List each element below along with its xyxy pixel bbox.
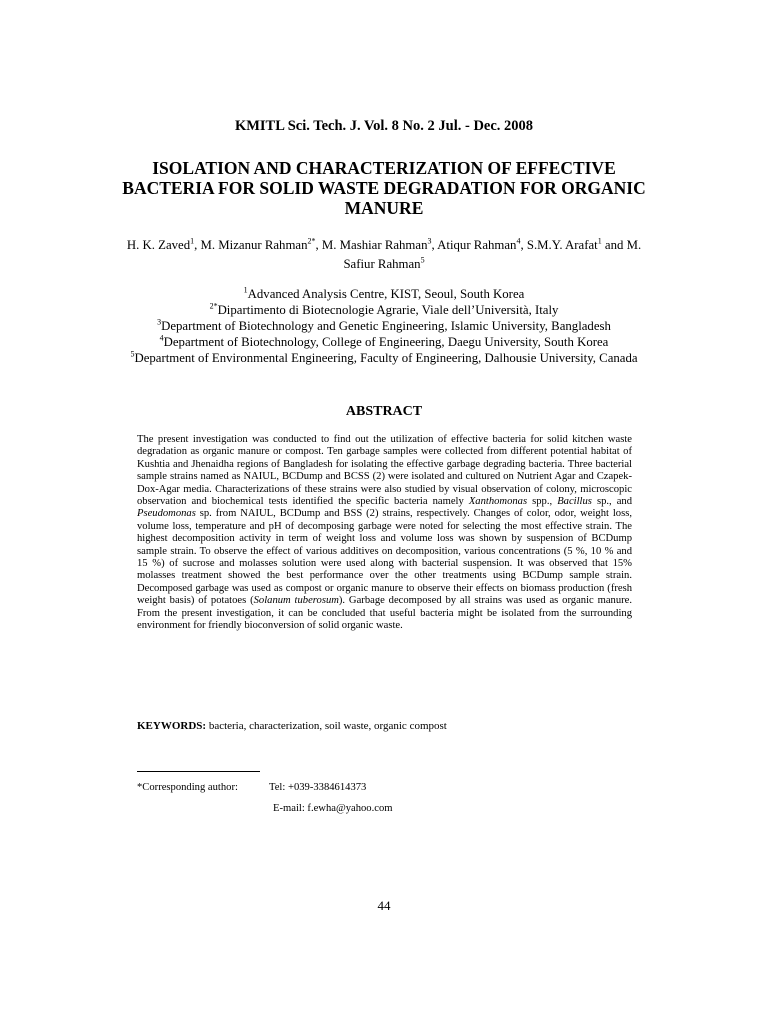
abstract-text: sp. from NAIUL, BCDump and BSS (2) strains, respectively. Changes of color, odor, weight loss, volume loss, temperature and pH of decomposing garbage were noted for selecting the most effective strain. The highest decomposition activity in term of weight loss and volume loss was shown by suspension of BCDump sample strain. To observe the effect of various additives on decomposition, various concentrations (5 %, 10 % and 15 %) of sucrose and molasses solution were used along with bacterial suspension. It was observed that 15% molasses treatment showed the best performance over the other treatments using BCDump sample strain. Decomposed garbage was used as compost or organic manure to observe their effects on biomass production (fresh weight basis) of potatoes ( — [137, 508, 632, 607]
species-name: Bacillus — [557, 496, 592, 508]
corresponding-author-label: *Corresponding author: — [137, 782, 238, 793]
abstract-body — [137, 434, 632, 633]
corresponding-email: E-mail: f.ewha@yahoo.com — [273, 803, 393, 814]
abstract-text: The present investigation was conducted to find out the utilization of effective bacteria for solid kitchen waste degradation as organic manure or compost. Ten garbage samples were collected from different potential habitat of Kushtia and Jhenaidha regions of Bangladesh for isolating the effective garbage degrading bacteria. Three bacterial sample strains named as NAIUL, BCDump and BCSS (2) were isolated and cultured on Nutrient Agar and Czapek-Dox-Agar media. Characterizations of these strains were also studied by visual observation of colony, microscopic observation and biochemical tests identified the specific bacteria namely — [137, 434, 632, 508]
corresponding-tel: Tel: +039-3384614373 — [269, 782, 367, 793]
affiliation-line — [100, 350, 668, 366]
keywords-line — [137, 720, 632, 732]
abstract-text: spp., — [527, 496, 558, 508]
affiliation-text: Department of Environmental Engineering, Faculty of Engineering, Dalhousie University, Canada — [134, 351, 638, 365]
abstract-text: sp., and — [591, 496, 633, 508]
footnote-rule — [137, 771, 260, 772]
author-affiliation-mark: 3 — [427, 236, 432, 246]
affiliation-line — [100, 334, 668, 350]
affiliation-text: Dipartimento di Biotecnologie Agrarie, Viale dell’Università, Italy — [217, 303, 559, 317]
affiliation-mark: 2* — [209, 301, 218, 311]
abstract-heading: ABSTRACT — [345, 404, 423, 419]
species-name: Solanum tuberosum — [253, 595, 339, 607]
author-affiliation-mark: 4 — [516, 236, 521, 246]
author-affiliation-mark: 1 — [190, 236, 195, 246]
affiliation-mark: 4 — [159, 333, 164, 343]
author-name: M. Mashiar Rahman — [321, 238, 428, 252]
affiliation-text: Department of Biotechnology, College of Engineering, Daegu University, South Korea — [163, 335, 609, 349]
keywords-label: KEYWORDS: — [137, 720, 207, 732]
keywords-text: bacteria, characterization, soil waste, organic compost — [206, 720, 447, 732]
author-list: H. K. Zaved$^1$, M. Mizanur Rahman$^{2*}$, M. Mashiar Rahman$^3$, Atiqur Rahman$^4$, S.M.Y. Arafat$^1$ and M. Safiur Rahman$^5$ — [126, 236, 642, 271]
paper-title: ISOLATION AND CHARACTERIZATION OF EFFECTIVE BACTERIA FOR SOLID WASTE DEGRADATION FOR ORGANIC MANURE — [122, 158, 646, 218]
affiliation-list — [100, 286, 668, 366]
affiliation-mark: 5 — [130, 349, 135, 359]
affiliation-text: Advanced Analysis Centre, KIST, Seoul, South Korea — [247, 287, 525, 301]
affiliation-line — [100, 302, 668, 318]
author-name: H. K. Zaved — [126, 238, 191, 252]
author-name: Atiqur Rahman — [437, 238, 517, 252]
affiliation-mark: 1 — [243, 285, 248, 295]
affiliation-mark: 3 — [157, 317, 162, 327]
affiliation-line — [100, 318, 668, 334]
page-number: 44 — [377, 898, 391, 913]
species-name: Xanthomonas — [468, 496, 528, 508]
affiliation-text: Department of Biotechnology and Genetic Engineering, Islamic University, Bangladesh — [161, 319, 611, 333]
author-affiliation-mark: 5 — [420, 255, 425, 265]
author-affiliation-mark: 2* — [307, 236, 316, 246]
author-name: M. Mizanur Rahman — [200, 238, 308, 252]
species-name: Pseudomonas — [137, 508, 196, 520]
author-affiliation-mark: 1 — [597, 236, 602, 246]
affiliation-line — [100, 286, 668, 302]
abstract-text: ). Garbage decomposed by all strains was used as organic manure. From the present investigation, it can be concluded that useful bacteria might be isolated from the surrounding environment for friendly bioconversion of solid organic waste. — [137, 595, 632, 632]
journal-header: KMITL Sci. Tech. J. Vol. 8 No. 2 Jul. - Dec. 2008 — [234, 118, 534, 134]
